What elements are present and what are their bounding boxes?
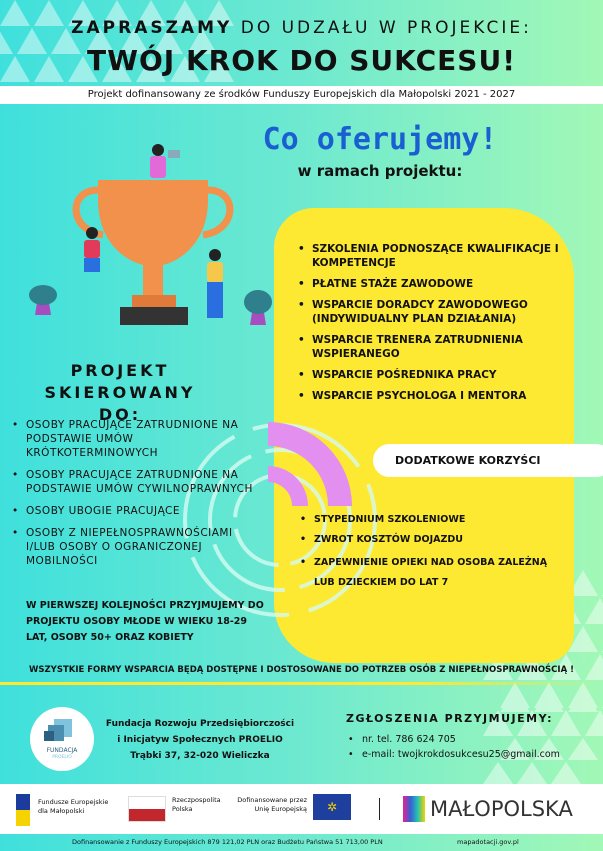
ue-logo-text: Dofinansowane przez Unię Europejską bbox=[237, 796, 307, 813]
triangle-shape bbox=[568, 738, 598, 760]
malopolska-logo-icon bbox=[403, 796, 425, 822]
footer bbox=[0, 834, 603, 851]
poland-flag-icon bbox=[128, 796, 166, 822]
funding-amounts: Dofinansowanie z Funduszy Europejskich 879 121,02 PLN oraz Budżetu Państwa 51 713,00 PLN bbox=[72, 838, 383, 846]
benefit-item: • ZWROT KOSZTÓW DOJAZDU bbox=[300, 533, 570, 547]
triangle-shape bbox=[483, 762, 513, 784]
benefit-item: • ZAPEWNIENIE OPIEKI NAD OSOBA ZALEŻNĄ LUB DZIECKIEM DO LAT 7 bbox=[300, 553, 570, 593]
divider bbox=[0, 682, 603, 685]
triangle-shape bbox=[517, 762, 547, 784]
offer-item: • WSPARCIE DORADCY ZAWODOWEGO (INDYWIDUALNY PLAN DZIAŁANIA) bbox=[298, 298, 573, 326]
benefits-list bbox=[300, 513, 570, 599]
contact-list bbox=[348, 732, 560, 762]
target-item: • OSOBY Z NIEPEŁNOSPRAWNOŚCIAMI I/LUB OSOBY O OGRANICZONEJ MOBILNOŚCI bbox=[12, 526, 262, 568]
website-link[interactable]: mapadotacji.gov.pl bbox=[457, 838, 519, 846]
offer-item: • WSPARCIE POŚREDNIKA PRACY bbox=[298, 368, 573, 382]
benefit-item: • STYPEDNIUM SZKOLENIOWE bbox=[300, 513, 570, 527]
rp-logo-text: Rzeczpospolita Polska bbox=[172, 796, 221, 813]
funding-band: Projekt dofinansowany ze środków Funduszy Europejskich dla Małopolski 2021 - 2027 bbox=[0, 86, 603, 104]
triangle-shape bbox=[585, 710, 603, 736]
offer-item: • PŁATNE STAŻE ZAWODOWE bbox=[298, 277, 573, 291]
malopolska-logo-text: MAŁOPOLSKA bbox=[430, 797, 573, 821]
foundation-info: Fundacja Rozwoju Przedsiębiorczości i Inicjatyw Społecznych PROELIO Trąbki 37, 32-020 Wieliczka bbox=[105, 719, 295, 761]
invite-line: ZAPRASZAMY DO UDZAŁU W PROJEKCIE: bbox=[71, 18, 532, 38]
phone[interactable]: • nr. tel. 786 624 705 bbox=[348, 732, 560, 747]
fe-logo-icon bbox=[16, 794, 30, 826]
foundation-logo: FUNDACJA PROELIO bbox=[30, 707, 94, 771]
target-list bbox=[12, 418, 262, 576]
offer-title: Co oferujemy! bbox=[262, 122, 498, 157]
priority-note: W PIERWSZEJ KOLEJNOŚCI PRZYJMUJEMY DO PROJEKTU OSOBY MŁODE W WIEKU 18-29 LAT, OSOBY 50+ ORAZ KOBIETY bbox=[26, 600, 264, 643]
target-item: • OSOBY PRACUJĄCE ZATRUDNIONE NA PODSTAWIE UMÓW CYWILNOPRAWNYCH bbox=[12, 468, 262, 496]
offer-item: • SZKOLENIA PODNOSZĄCE KWALIFIKACJE I KOMPETENCJE bbox=[298, 242, 573, 270]
offer-item: • WSPARCIE TRENERA ZATRUDNIENIA WSPIERANEGO bbox=[298, 333, 573, 361]
fe-logo-text: Fundusze Europejskie dla Małopolski bbox=[38, 798, 109, 815]
logos-bar bbox=[0, 784, 603, 834]
email-link[interactable]: • e-mail: twojkrokdosukcesu25@gmail.com bbox=[348, 747, 560, 762]
purple-arc-decoration bbox=[268, 422, 358, 506]
offer-item: • WSPARCIE PSYCHOLOGA I MENTORA bbox=[298, 389, 573, 403]
trophy-illustration bbox=[20, 130, 280, 330]
contact-title: ZGŁOSZENIA PRZYJMUJEMY: bbox=[346, 712, 553, 725]
offer-list bbox=[298, 242, 573, 410]
benefits-label: DODATKOWE KORZYŚCI bbox=[373, 444, 603, 477]
divider bbox=[379, 798, 380, 820]
page-title: TWÓJ KROK DO SUKCESU! bbox=[87, 44, 516, 77]
target-item: • OSOBY UBOGIE PRACUJĄCE bbox=[12, 504, 262, 518]
offer-subtitle: w ramach projektu: bbox=[297, 162, 463, 180]
target-item: • OSOBY PRACUJĄCE ZATRUDNIONE NA PODSTAWIE UMÓW KRÓTKOTERMINOWYCH bbox=[12, 418, 262, 460]
triangle-shape bbox=[585, 598, 603, 624]
eu-flag-icon: ✲ bbox=[313, 794, 351, 820]
triangle-shape bbox=[551, 762, 581, 784]
accessibility-note: WSZYSTKIE FORMY WSPARCIA BĘDĄ DOSTĘPNE I DOSTOSOWANE DO POTRZEB OSÓB Z NIEPEŁNOSPRAWNOŚCIĄ ! bbox=[29, 665, 574, 675]
target-title: PROJEKT SKIEROWANY DO: bbox=[44, 361, 196, 424]
